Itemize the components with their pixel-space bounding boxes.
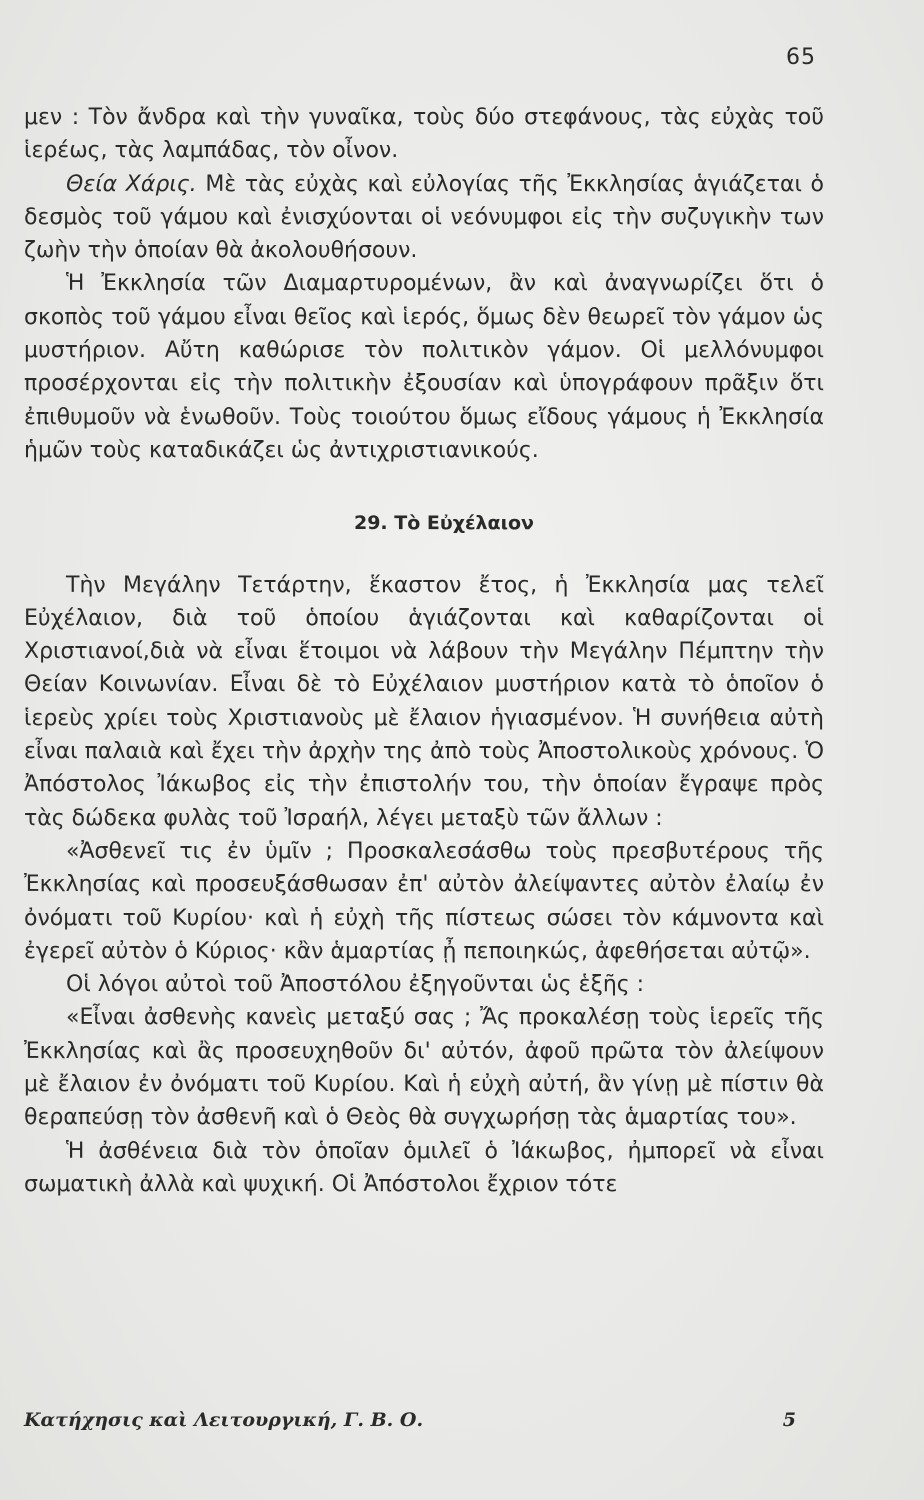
paragraph-holy-unction: Τὴν Μεγάλην Τετάρτην, ἕκαστον ἔτος, ἡ Ἐκκλησία μας τελεῖ Εὐχέλαιον, διὰ τοῦ ὁποίου ἁγιάζονται καὶ καθαρίζονται οἱ Χριστιανοί,διὰ νὰ εἶναι ἕτοιμοι νὰ λάβουν τὴν Μεγάλην Πέμπτην τὴν Θείαν Κοινωνίαν. Εἶναι δὲ τὸ Εὐχέλαιον μυστήριον κατὰ τὸ ὁποῖον ὁ ἱερεὺς χρίει τοὺς Χριστιανοὺς μὲ ἔλαιον ἡγιασμένον. Ἡ συνήθεια αὐτὴ εἶναι παλαιὰ καὶ ἔχει τὴν ἀρχὴν της ἀπὸ τοὺς Ἀποστολικοὺς χρόνους. Ὁ Ἀπόστολος Ἰάκωβος εἰς τὴν ἐπιστολήν του, τὴν ὁποίαν ἔγραψε πρὸς τὰς δώδεκα φυλὰς τοῦ Ἰσραήλ, λέγει μεταξὺ τῶν ἄλλων : [24, 572, 824, 831]
footer-signature-mark: 5 [782, 1409, 796, 1431]
body-text [24, 101, 824, 1201]
page-footer [24, 1409, 824, 1431]
footer-book-title: Κατήχησις καὶ Λειτουργική, Γ. Β. Ο. [24, 1409, 424, 1431]
paragraph-protestant-church: Ἡ Ἐκκλησία τῶν Διαμαρτυρομένων, ἂν καὶ ἀναγνωρίζει ὅτι ὁ σκοπὸς τοῦ γάμου εἶναι θεῖος καὶ ἱερός, ὅμως δὲν θεωρεῖ τὸν γάμον ὡς μυστήριον. Αὔτη καθώρισε τὸν πολιτικὸν γάμον. Οἱ μελλόνυμφοι προσέρχονται εἰς τὴν πολιτικὴν ἐξουσίαν καὶ ὑπογράφουν πρᾶξιν ὅτι ἐπιθυμοῦν νὰ ἑνωθοῦν. Τοὺς τοιούτου ὅμως εἴδους γάμους ἡ Ἐκκλησία ἡμῶν τοὺς καταδικάζει ὡς ἀντιχριστιανικούς. [24, 271, 824, 463]
page-number: 65 [786, 45, 816, 70]
paragraph-continuation: μεν : Τὸν ἄνδρα καὶ τὴν γυναῖκα, τοὺς δύο στεφάνους, τὰς εὐχὰς τοῦ ἱερέως, τὰς λαμπάδας, τὸν οἶνον. [24, 105, 824, 164]
section-heading: 29. Τὸ Εὐχέλαιον [353, 512, 535, 535]
paragraph-text: Μὲ τὰς εὐχὰς καὶ εὐλογίας τῆς Ἐκκλησίας ἁγιάζεται ὁ δεσμὸς τοῦ γάμου καὶ ἐνισχύονται οἱ νεόνυμφοι εἰς τὴν συζυγικὴν των ζωὴν τὴν ὁποίαν θὰ ἀκολουθήσουν. [24, 171, 824, 264]
paragraph-explanation-intro: Οἱ λόγοι αὐτοὶ τοῦ Ἀποστόλου ἐξηγοῦνται ὡς ἑξῆς : [66, 972, 645, 998]
paragraph-illness: Ἡ ἀσθένεια διὰ τὸν ὁποῖαν ὁμιλεῖ ὁ Ἰάκωβος, ἠμπορεῖ νὰ εἶναι σωματικὴ ἀλλὰ καὶ ψυχική. Οἱ Ἀπόστολοι ἔχριον τότε [24, 1138, 824, 1197]
paragraph-quote-explained: «Εἶναι ἀσθενὴς κανεὶς μεταξύ σας ; Ἄς προκαλέσῃ τοὺς ἱερεῖς τῆς Ἐκκλησίας καὶ ἂς προσευχηθοῦν δι' αὐτόν, ἀφοῦ πρῶτα τὸν ἀλείψουν μὲ ἔλαιον ἐν ὀνόματι τοῦ Κυρίου. Καὶ ἡ εὐχὴ αὐτή, ἂν γίνῃ μὲ πίστιν θὰ θεραπεύσῃ τὸν ἀσθενῆ καὶ ὁ Θεὸς θὰ συγχωρήσῃ τὰς ἁμαρτίας του». [24, 1005, 824, 1131]
paragraph-lead-italic: Θεία Χάρις. [66, 171, 197, 197]
paragraph-divine-grace [24, 168, 824, 268]
paragraph-quote-james: «Ἀσθενεῖ τις ἐν ὑμῖν ; Προσκαλεσάσθω τοὺς πρεσβυτέρους τῆς Ἐκκλησίας καὶ προσευξάσθωσαν ἐπ' αὐτὸν ἀλείψαντες αὐτὸν ἐλαίῳ ἐν ὀνόματι τοῦ Κυρίου· καὶ ἡ εὐχὴ τῆς πίστεως σώσει τὸν κάμνοντα καὶ ἐγερεῖ αὐτὸν ὁ Κύριος· κἂν ἁμαρτίας ᾖ πεποιηκώς, ἀφεθήσεται αὐτῷ». [24, 838, 824, 964]
